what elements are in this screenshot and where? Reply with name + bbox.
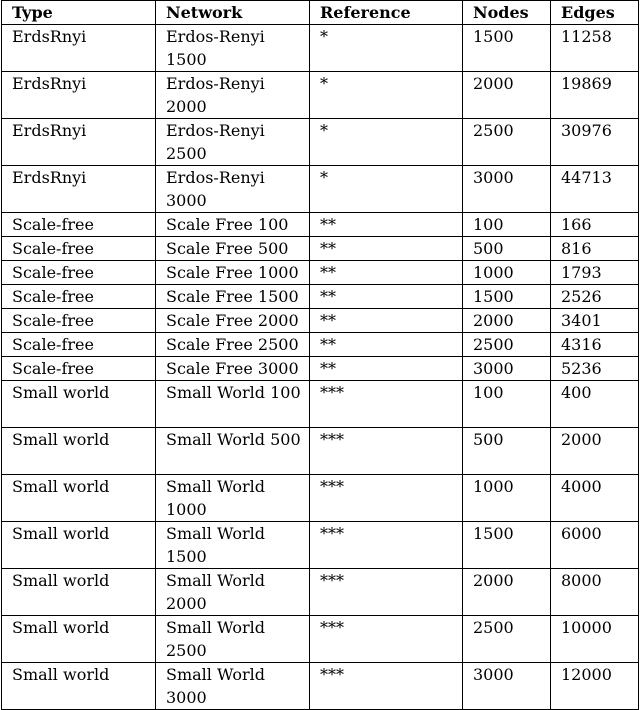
cell-nodes: 2000 bbox=[463, 72, 551, 119]
cell-nodes: 2500 bbox=[463, 616, 551, 663]
table-row bbox=[2, 663, 639, 710]
cell-type: Small world bbox=[2, 522, 156, 569]
cell-network: Erdos-Renyi 2000 bbox=[156, 72, 310, 119]
cell-type: Small world bbox=[2, 663, 156, 710]
cell-type: Scale-free bbox=[2, 237, 156, 261]
cell-edges: 4316 bbox=[551, 333, 639, 357]
cell-edges: 2526 bbox=[551, 285, 639, 309]
cell-nodes: 100 bbox=[463, 381, 551, 428]
header-reference: Reference bbox=[310, 1, 463, 25]
cell-reference: *** bbox=[310, 475, 463, 522]
cell-reference: ** bbox=[310, 237, 463, 261]
cell-nodes: 3000 bbox=[463, 166, 551, 213]
cell-type: ErdsRnyi bbox=[2, 166, 156, 213]
cell-nodes: 3000 bbox=[463, 663, 551, 710]
cell-type: Scale-free bbox=[2, 285, 156, 309]
cell-network: Small World 2000 bbox=[156, 569, 310, 616]
cell-nodes: 2000 bbox=[463, 569, 551, 616]
cell-nodes: 1500 bbox=[463, 25, 551, 72]
cell-reference: ** bbox=[310, 333, 463, 357]
cell-nodes: 1500 bbox=[463, 285, 551, 309]
table-row bbox=[2, 213, 639, 237]
cell-edges: 19869 bbox=[551, 72, 639, 119]
cell-edges: 400 bbox=[551, 381, 639, 428]
cell-reference: *** bbox=[310, 616, 463, 663]
table-row bbox=[2, 428, 639, 475]
cell-edges: 6000 bbox=[551, 522, 639, 569]
cell-type: ErdsRnyi bbox=[2, 25, 156, 72]
cell-type: Small world bbox=[2, 428, 156, 475]
cell-edges: 44713 bbox=[551, 166, 639, 213]
table-header-row bbox=[2, 1, 639, 25]
cell-network: Scale Free 3000 bbox=[156, 357, 310, 381]
table-row bbox=[2, 522, 639, 569]
table-row bbox=[2, 72, 639, 119]
table-body bbox=[2, 25, 639, 710]
table-row bbox=[2, 119, 639, 166]
cell-nodes: 500 bbox=[463, 237, 551, 261]
cell-reference: ** bbox=[310, 309, 463, 333]
cell-type: Small world bbox=[2, 569, 156, 616]
table-row bbox=[2, 333, 639, 357]
cell-nodes: 2500 bbox=[463, 119, 551, 166]
table-row bbox=[2, 261, 639, 285]
cell-nodes: 500 bbox=[463, 428, 551, 475]
cell-network: Erdos-Renyi 2500 bbox=[156, 119, 310, 166]
cell-edges: 4000 bbox=[551, 475, 639, 522]
table-row bbox=[2, 285, 639, 309]
table-row bbox=[2, 237, 639, 261]
cell-type: Scale-free bbox=[2, 357, 156, 381]
cell-network: Scale Free 500 bbox=[156, 237, 310, 261]
table-row bbox=[2, 475, 639, 522]
header-network: Network bbox=[156, 1, 310, 25]
table-row bbox=[2, 357, 639, 381]
cell-edges: 3401 bbox=[551, 309, 639, 333]
table-row bbox=[2, 309, 639, 333]
header-type: Type bbox=[2, 1, 156, 25]
cell-network: Erdos-Renyi 1500 bbox=[156, 25, 310, 72]
cell-type: Scale-free bbox=[2, 309, 156, 333]
cell-network: Scale Free 100 bbox=[156, 213, 310, 237]
cell-edges: 5236 bbox=[551, 357, 639, 381]
cell-reference: * bbox=[310, 72, 463, 119]
cell-reference: ** bbox=[310, 261, 463, 285]
cell-reference: * bbox=[310, 166, 463, 213]
cell-edges: 12000 bbox=[551, 663, 639, 710]
table-row bbox=[2, 25, 639, 72]
cell-network: Scale Free 2500 bbox=[156, 333, 310, 357]
cell-nodes: 1000 bbox=[463, 261, 551, 285]
cell-edges: 30976 bbox=[551, 119, 639, 166]
cell-network: Small World 1500 bbox=[156, 522, 310, 569]
cell-reference: *** bbox=[310, 522, 463, 569]
cell-nodes: 2500 bbox=[463, 333, 551, 357]
cell-type: Scale-free bbox=[2, 333, 156, 357]
cell-network: Small World 3000 bbox=[156, 663, 310, 710]
cell-nodes: 1500 bbox=[463, 522, 551, 569]
cell-edges: 166 bbox=[551, 213, 639, 237]
cell-reference: ** bbox=[310, 357, 463, 381]
cell-reference: *** bbox=[310, 428, 463, 475]
cell-type: Small world bbox=[2, 616, 156, 663]
cell-edges: 2000 bbox=[551, 428, 639, 475]
network-table bbox=[1, 0, 639, 710]
cell-type: ErdsRnyi bbox=[2, 72, 156, 119]
cell-reference: ** bbox=[310, 213, 463, 237]
cell-edges: 1793 bbox=[551, 261, 639, 285]
cell-type: Scale-free bbox=[2, 213, 156, 237]
cell-type: Small world bbox=[2, 475, 156, 522]
cell-nodes: 2000 bbox=[463, 309, 551, 333]
cell-edges: 11258 bbox=[551, 25, 639, 72]
cell-nodes: 1000 bbox=[463, 475, 551, 522]
table-row bbox=[2, 381, 639, 428]
cell-network: Small World 2500 bbox=[156, 616, 310, 663]
cell-edges: 816 bbox=[551, 237, 639, 261]
table-row bbox=[2, 569, 639, 616]
cell-network: Scale Free 2000 bbox=[156, 309, 310, 333]
cell-network: Scale Free 1000 bbox=[156, 261, 310, 285]
cell-reference: *** bbox=[310, 663, 463, 710]
cell-nodes: 100 bbox=[463, 213, 551, 237]
cell-nodes: 3000 bbox=[463, 357, 551, 381]
cell-reference: *** bbox=[310, 381, 463, 428]
cell-reference: * bbox=[310, 119, 463, 166]
cell-type: Scale-free bbox=[2, 261, 156, 285]
cell-edges: 10000 bbox=[551, 616, 639, 663]
cell-network: Small World 1000 bbox=[156, 475, 310, 522]
cell-reference: *** bbox=[310, 569, 463, 616]
header-nodes: Nodes bbox=[463, 1, 551, 25]
cell-type: ErdsRnyi bbox=[2, 119, 156, 166]
header-edges: Edges bbox=[551, 1, 639, 25]
cell-network: Small World 100 bbox=[156, 381, 310, 428]
cell-type: Small world bbox=[2, 381, 156, 428]
table-row bbox=[2, 616, 639, 663]
table-row bbox=[2, 166, 639, 213]
cell-network: Small World 500 bbox=[156, 428, 310, 475]
cell-reference: * bbox=[310, 25, 463, 72]
cell-reference: ** bbox=[310, 285, 463, 309]
cell-edges: 8000 bbox=[551, 569, 639, 616]
cell-network: Erdos-Renyi 3000 bbox=[156, 166, 310, 213]
cell-network: Scale Free 1500 bbox=[156, 285, 310, 309]
